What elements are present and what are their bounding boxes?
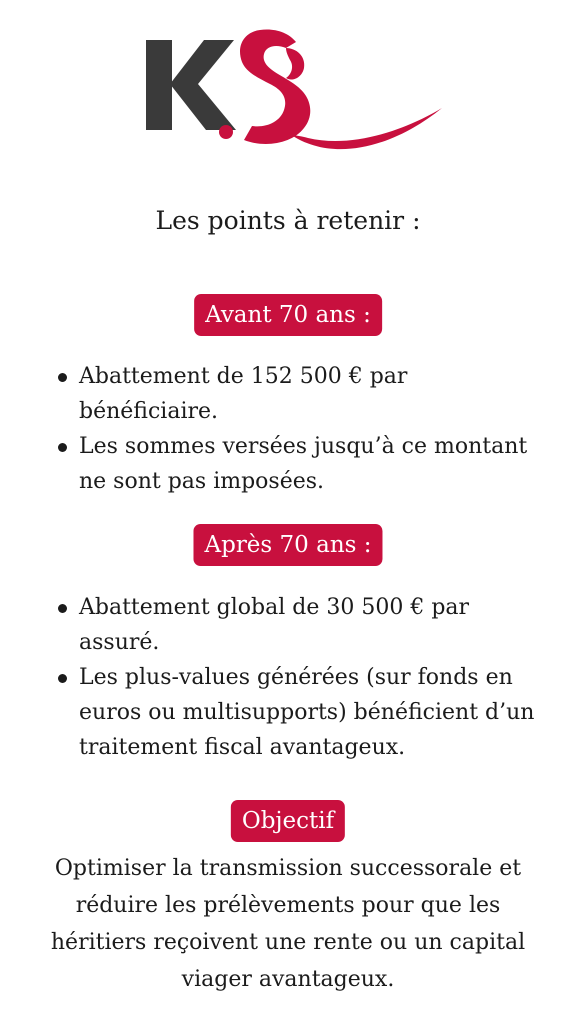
page-title: Les points à retenir : — [155, 206, 421, 235]
list-item: Abattement de 152 500 € par bénéficiaire. — [53, 359, 553, 429]
objective-text: Optimiser la transmission successorale et réduire les prélèvements pour que les héritiers reçoivent une rente ou un capital viager avantageux. — [50, 856, 526, 992]
list-item: Abattement global de 30 500 € par assuré. — [53, 590, 553, 660]
objective-badge: Objectif — [231, 800, 345, 842]
section-badge-before-70: Avant 70 ans : — [194, 294, 382, 336]
list-item: Les sommes versées jusqu’à ce montant ne sont pas imposées. — [53, 429, 553, 499]
bullet-list-after-70 — [53, 590, 553, 765]
bullet-list-before-70 — [53, 359, 553, 499]
logo-letter-s — [219, 30, 442, 150]
ks-logo — [140, 22, 450, 162]
section-badge-after-70: Après 70 ans : — [193, 524, 382, 566]
logo-letter-k — [146, 40, 236, 130]
list-item: Les plus-values générées (sur fonds en euros ou multisupports) bénéficient d’un traitement fiscal avantageux. — [53, 660, 553, 765]
